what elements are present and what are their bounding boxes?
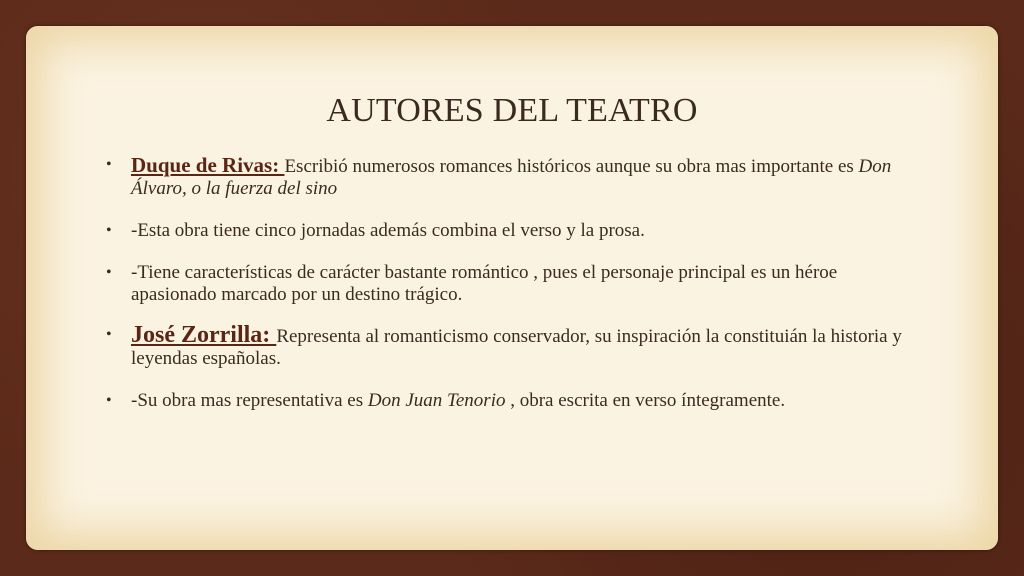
bullet-text: -Tiene características de carácter bastante romántico , pues el personaje principal es un héroe apasionado marcado por un destino trágico. (131, 262, 838, 305)
bullet-jose-zorrilla (106, 324, 926, 370)
bullet-italic: Don Álvaro, o la fuerza del sino (131, 156, 892, 199)
bullet-caracteristicas (106, 262, 926, 306)
bullet-italic: Don Juan Tenorio (367, 390, 506, 411)
bullet-dot: • (106, 156, 112, 173)
bullet-text: -Esta obra tiene cinco jornadas además combina el verso y la prosa. (131, 220, 645, 241)
bullet-text-after: , obra escrita en verso íntegramente. (505, 390, 786, 411)
slide (26, 26, 998, 550)
bullet-dot: • (106, 392, 112, 409)
bullet-duque-de-rivas (106, 154, 926, 200)
slide-title: AUTORES DEL TEATRO (326, 92, 698, 129)
bullet-term: Duque de Rivas: (131, 153, 285, 177)
bullet-jornadas (106, 220, 926, 242)
bullet-text: Representa al romanticismo conservador, su inspiración la constituián la historia y leyendas españolas. (131, 326, 902, 369)
bullet-list (106, 154, 926, 430)
bullet-dot: • (106, 222, 112, 239)
bullet-don-juan-tenorio (106, 390, 926, 412)
bullet-text: Escribió numerosos romances históricos aunque su obra mas importante es (284, 156, 859, 177)
bullet-text: -Su obra mas representativa es (131, 390, 368, 411)
bullet-dot: • (106, 326, 112, 343)
bullet-dot: • (106, 264, 112, 281)
bullet-term: José Zorrilla: (131, 322, 277, 348)
